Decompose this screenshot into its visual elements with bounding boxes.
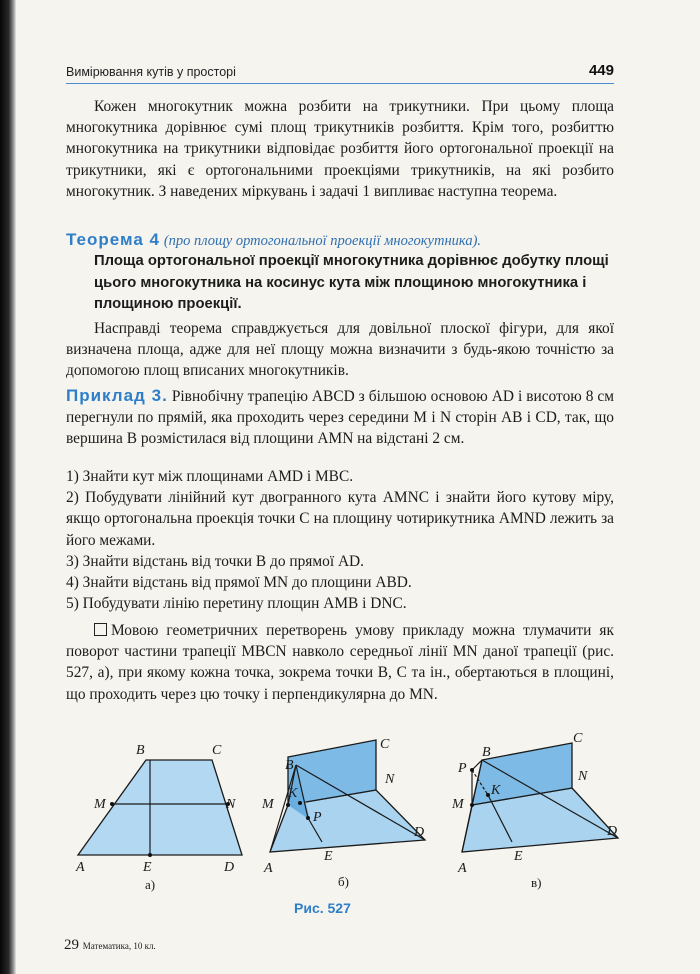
- point-label: M: [452, 797, 464, 812]
- point-label: N: [226, 797, 236, 812]
- point-label: C: [380, 737, 390, 752]
- point-label: D: [607, 824, 618, 839]
- point-label: D: [224, 860, 235, 875]
- point-label: N: [385, 772, 395, 787]
- panel-label: в): [531, 875, 542, 890]
- point-label: C: [573, 731, 583, 746]
- remark-paragraph: Насправді теорема справджується для довільної плоскої фігури, для якої визначена площа, адже для неї площу можна визначити з будь-якою точністю за допомогою площ вписаних многокутників.: [66, 320, 614, 380]
- book-title: Математика, 10 кл.: [82, 941, 156, 951]
- point-label: B: [285, 758, 294, 773]
- figure-panel-b: [261, 737, 425, 889]
- point-label: B: [136, 743, 145, 758]
- point-label: M: [94, 797, 106, 812]
- point-label: N: [578, 769, 588, 784]
- page-footer: [64, 937, 156, 954]
- point-label: E: [514, 849, 523, 864]
- figure-panel-c: [451, 731, 618, 890]
- point-label: C: [212, 743, 222, 758]
- point-label: A: [458, 861, 467, 876]
- panel-label: б): [338, 874, 349, 889]
- figure-caption: Рис. 527: [294, 900, 351, 916]
- example-label: Приклад 3.: [66, 386, 168, 405]
- point-label: P: [313, 810, 322, 825]
- point-label: D: [414, 825, 425, 840]
- task-item: 2) Побудувати лінійний кут двогранного кута AMNC і знайти його кутову міру, якщо ортогональна проекція точки C на площину чотирикутника AMND лежить за його межами.: [66, 489, 614, 549]
- point-label: E: [324, 849, 333, 864]
- solution-text: Мовою геометричних перетворень умову прикладу можна тлумачити як поворот частини трапеції MBCN навколо середньої лінії MN даної трапеції (рис. 527, а), при якому кожна точка, зокрема точки B, C та ін., обертаються в площині, що проходить через цю точку і перпендикулярна до MN.: [66, 622, 614, 703]
- point-label: A: [264, 861, 273, 876]
- panel-label: а): [145, 877, 156, 892]
- task-item: 3) Знайти відстань від точки B до прямої AD.: [66, 552, 365, 570]
- point-label: E: [143, 860, 152, 875]
- point-label: B: [482, 745, 491, 760]
- example-text: Рівнобічну трапецію ABCD з більшою основою AD і висотою 8 см перегнули по прямій, яка проходить через середини M і N сторін AB і CD, так, що вершина B розмістилася від площини AMN на відстані 2 см.: [66, 388, 614, 448]
- task-item: 1) Знайти кут між площинами AMD і MBC.: [66, 468, 354, 485]
- sheet-number: 29: [64, 937, 79, 953]
- point-label: P: [458, 761, 467, 776]
- point-label: M: [262, 797, 274, 812]
- intro-paragraph: Кожен многокутник можна розбити на трикутники. При цьому площа многокутника дорівнює сумі площ трикутників розбиття. Крім того, розбиттю многокутника на трикутники відповідає розбиття його ортогональної проекції на трикутники, які є ортогональними проекціями трикутників, на які розбито многокутник. З наведених міркувань і задачі 1 випливає наступна теорема.: [66, 98, 614, 200]
- point-label: K: [491, 783, 501, 798]
- theorem-note: (про площу ортогональної проекції многокутника).: [163, 233, 482, 249]
- theorem-statement: Площа ортогональної проекції многокутника дорівнює добутку площі цього многокутника на косинус кута між площиною многокутника і площиною проекції.: [94, 253, 609, 312]
- point-label: K: [288, 786, 298, 801]
- task-item: 5) Побудувати лінію перетину площин AMB і DNC.: [66, 595, 407, 613]
- point-label: A: [76, 860, 85, 875]
- task-item: 4) Знайти відстань від прямої MN до площини ABD.: [66, 574, 412, 592]
- page-number: 449: [588, 62, 614, 79]
- figure-panel-a: [75, 743, 242, 892]
- chapter-title: Вимірювання кутів у просторі: [66, 65, 236, 79]
- theorem-label: Теорема 4: [66, 230, 160, 249]
